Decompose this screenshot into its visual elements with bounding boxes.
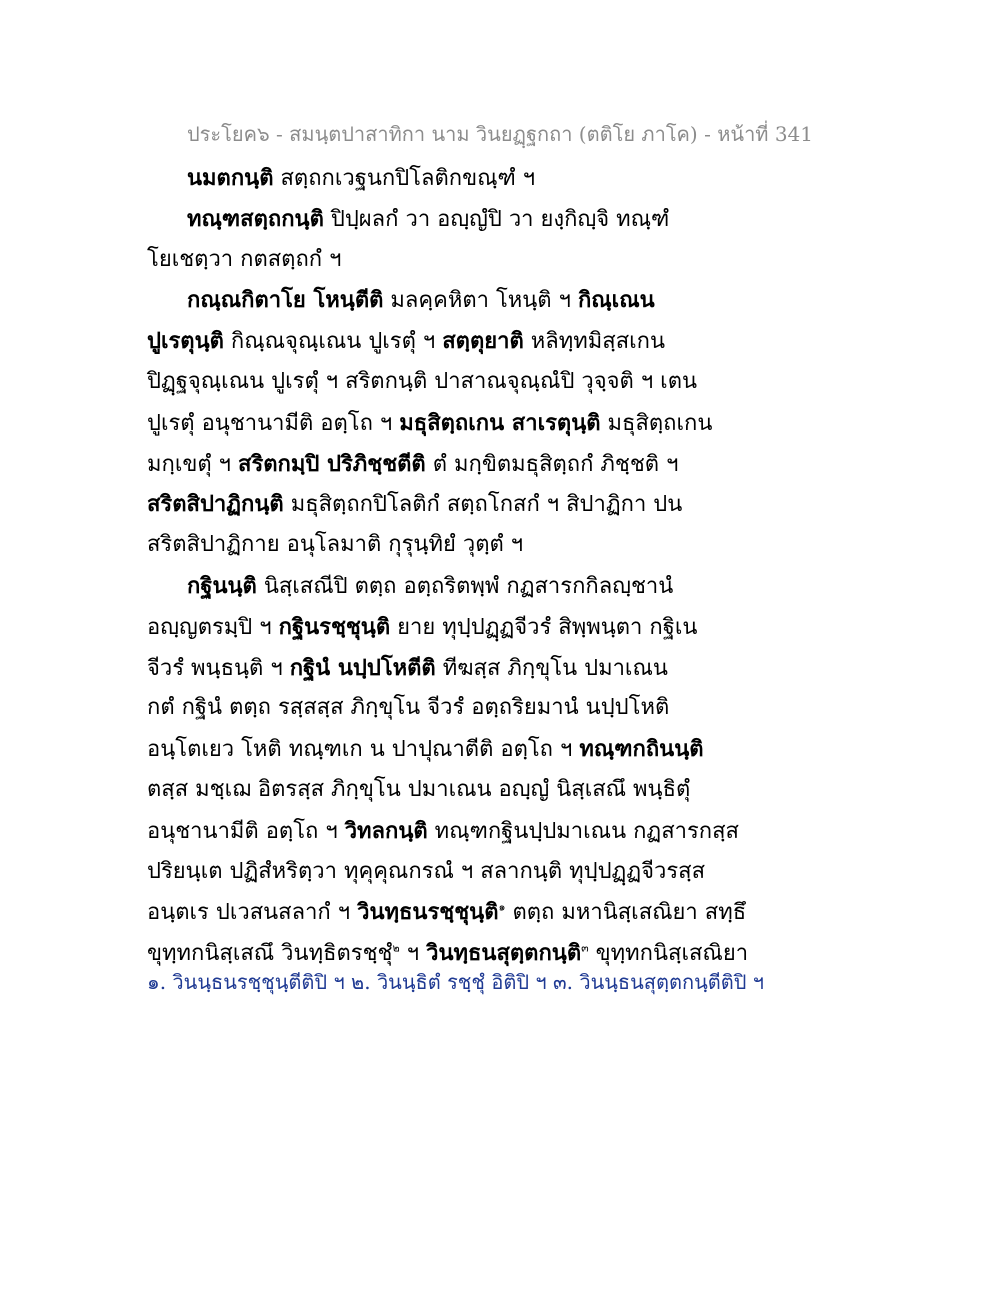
bold-term: กิณฺเณน [577, 287, 655, 314]
text-segment: ขุทฺทกนิสฺเสณึ วินทฺธิตรชฺชุํ [147, 941, 393, 967]
text-segment: มธุสิตฺถเกน [600, 410, 713, 436]
text-line [147, 403, 713, 444]
text-line [147, 484, 683, 525]
bold-term: สริตสิปาฏิกนฺติ [147, 491, 284, 518]
text-segment: มธุสิตฺถกปิโลติกํ สตฺถโกสกํ ฯ สิปาฏิกา ปน [283, 492, 683, 518]
text-segment: มกฺเขตุํ ฯ [147, 451, 239, 477]
text-segment: อนฺโตเยว โหติ ทณฺฑเก น ปาปุณาตีติ อตฺโถ ฯ [147, 737, 580, 763]
text-line [147, 280, 677, 321]
text-segment: ทณฺฑกฐินปฺปมาเณน กฏสารกสฺส [427, 818, 739, 844]
bold-term: วิทลกนฺติ [344, 817, 428, 844]
text-line [147, 199, 677, 240]
text-line [147, 158, 677, 199]
text-segment: กิณฺณจุณฺเณน ปูเรตุํ ฯ [223, 329, 443, 355]
text-segment: ปริยนฺเต ปฏิสํหริตฺวา ทุคุคุณกรณํ ฯ สลากนฺติ ทุปฺปฏฺฏจีวรสฺส [147, 858, 706, 884]
text-line [147, 729, 704, 770]
text-segment: หลิทฺทมิสฺสเกน [523, 329, 666, 355]
bold-term: มธุสิตฺถเกน สาเรตุนฺติ [399, 409, 601, 436]
text-segment: สตฺถกเวฐนกปิโลติกขณฺฑํ ฯ [273, 166, 536, 191]
text-segment: ทีฆสฺส ภิกฺขุโน ปมาเณน [435, 655, 668, 681]
bold-term: กณฺณกิตาโย โหนฺตีติ [187, 287, 384, 314]
bold-term: สริตกมฺปิ ปริภิชฺชตีติ [238, 450, 426, 477]
bold-term: วินทฺธนรชฺชุนฺติ [357, 899, 499, 926]
text-segment: สริตสิปาฏิกาย อนุโลมาติ กุรุนฺทิยํ วุตฺตํ ฯ [147, 532, 524, 558]
footnote: ๑. วินนฺธนรชฺชุนฺตีติปิ ฯ ๒. วินนฺธิตํ รชฺชุํ อิติปิ ฯ ๓. วินนฺธนสุตฺตกนฺตีติปิ ฯ [147, 970, 765, 994]
bold-term: วินทฺธนสุตฺตกนฺติ [426, 940, 582, 967]
text-line [147, 770, 691, 811]
text-segment: ยาย ทุปฺปฏฺฏจีวรํ สิพฺพนฺตา กฐิเน [390, 614, 698, 640]
body-text [147, 158, 749, 974]
text-line [147, 648, 677, 689]
text-segment: นิสฺเสณีปิ ตตฺถ อตฺถริตพฺพํ กฏสารกกิลญฺชานํ [256, 573, 674, 599]
text-segment: มลคฺคหิตา โหนฺติ ฯ [383, 288, 578, 314]
text-segment: ปูเรตุํ อนุชานามีติ อตฺโถ ฯ [147, 410, 400, 436]
bold-term: ทณฺฑสตฺถกนฺติ [187, 205, 324, 232]
bold-term: กฐินรชฺชุนฺติ [278, 613, 391, 640]
footnote-marker: ๓ [581, 941, 589, 955]
text-segment: อนฺตเร ปเวสนสลากํ ฯ [147, 900, 358, 926]
bold-term: กฐินนฺติ [187, 572, 257, 599]
page-header: ประโยค๖ - สมนฺตปาสาทิกา นาม วินยฏฺฐกถา (ตติโย ภาโค) - หน้าที่ 341 [186, 122, 814, 146]
text-line [147, 240, 677, 281]
text-line [147, 607, 698, 648]
bold-term: ทณฺฑกถินนฺติ [579, 736, 704, 763]
text-segment: ขุทฺทกนิสฺเสณิยา [588, 941, 749, 967]
bold-term: กฐินํ นปฺปโหตีติ [289, 654, 436, 681]
text-line [147, 892, 747, 933]
text-segment: จีวรํ พนฺธนฺติ ฯ [147, 655, 290, 681]
bold-term: นมตกนฺติ [187, 165, 274, 191]
bold-term: สตฺตุยาติ [442, 328, 524, 355]
text-segment: ปิปฺผลกํ วา อญฺญํปิ วา ยงฺกิญฺจิ ทณฺฑํ [323, 206, 670, 232]
text-segment: ปิฏฺฐจุณฺเณน ปูเรตุํ ฯ สริตกนฺติ ปาสาณจุณฺณํปิ วุจฺจติ ฯ เตน [147, 368, 698, 394]
footnote-marker: ๑ [498, 901, 506, 915]
text-segment: ตตฺถ มหานิสฺเสณิยา สทฺธึ [505, 900, 747, 926]
text-line [147, 525, 677, 566]
text-line [147, 688, 677, 729]
bold-term: ปูเรตุนฺติ [147, 328, 224, 355]
text-line [147, 852, 706, 893]
text-line [147, 566, 677, 607]
text-segment: โยเชตฺวา กตสตฺถกํ ฯ [147, 246, 342, 272]
text-line [147, 811, 739, 852]
text-line [147, 321, 677, 362]
footnote-marker: ๒ [392, 941, 400, 955]
text-segment: กตํ กฐินํ ตตฺถ รสฺสสฺส ภิกฺขุโน จีวรํ อตฺถริยมานํ นปฺปโหติ [147, 695, 670, 721]
text-segment: อญฺญตรมฺปิ ฯ [147, 614, 279, 640]
text-segment: อนุชานามีติ อตฺโถ ฯ [147, 818, 345, 844]
text-segment: ฯ [399, 941, 427, 967]
text-segment: ตสฺส มชฺเฌ อิตรสฺส ภิกฺขุโน ปมาเณน อญฺญํ นิสฺเสณึ พนฺธิตุํ [147, 776, 691, 802]
text-line [147, 362, 698, 403]
text-line [147, 444, 677, 485]
text-segment: ตํ มกฺขิตมธุสิตฺถกํ ภิชฺชติ ฯ [425, 451, 679, 477]
